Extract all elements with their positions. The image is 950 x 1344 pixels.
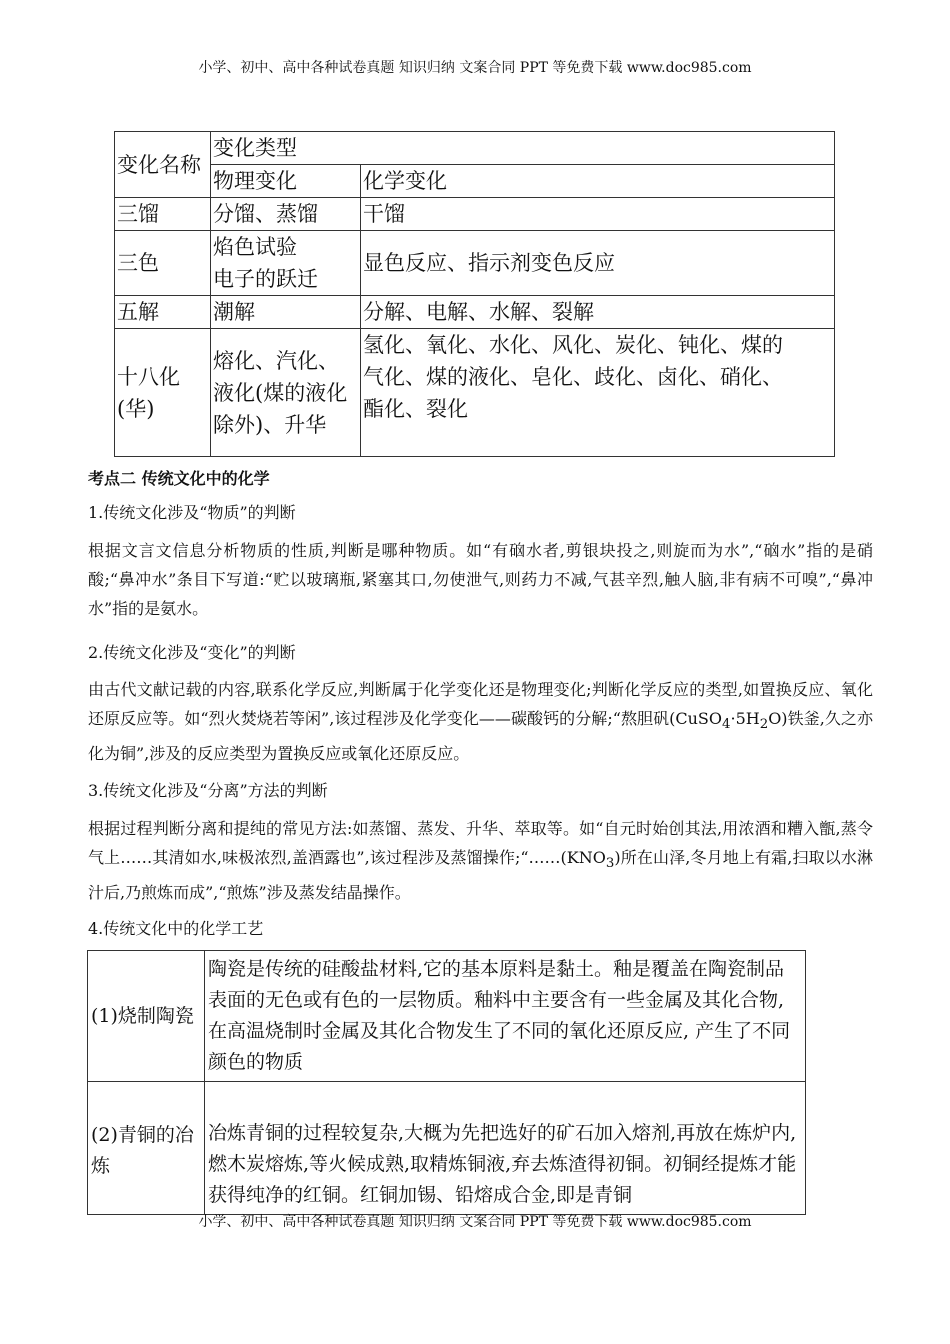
row-name: 三馏 [115, 198, 211, 231]
header-chemical: 化学变化 [361, 165, 835, 198]
row-physical [211, 329, 361, 457]
row-chemical-line: 气化、煤的液化、皂化、歧化、卤化、硝化、 [363, 365, 783, 389]
item-3-title: 3.传统文化涉及“分离”方法的判断 [88, 781, 328, 800]
subscript: 2 [759, 717, 769, 733]
subscript: 3 [605, 856, 615, 872]
item-2-body [88, 675, 873, 768]
item-1-title: 1.传统文化涉及“物质”的判断 [88, 503, 296, 522]
table-row [115, 329, 835, 457]
page-header: 小学、初中、高中各种试卷真题 知识归纳 文案合同 PPT 等免费下载 www.doc985.com [198, 60, 752, 76]
table-row [115, 296, 835, 329]
item-2-text-b: ·5H [730, 709, 760, 728]
subscript: 4 [722, 717, 731, 733]
row-name-line: (华) [117, 396, 155, 421]
row-chemical-line: 酯化、裂化 [363, 397, 468, 421]
row-physical-line: 熔化、汽化、 [213, 348, 339, 373]
item-4-title: 4.传统文化中的化学工艺 [88, 919, 264, 938]
row-chemical: 干馏 [361, 198, 835, 231]
row-name-line: 十八化 [117, 364, 180, 389]
row-physical-line: 除外)、升华 [213, 412, 327, 437]
row-chemical-line: 氢化、氧化、水化、风化、炭化、钝化、煤的 [363, 333, 783, 357]
craft-label: (2)青铜的冶炼 [88, 1082, 205, 1215]
item-1-body: 根据文言文信息分析物质的性质,判断是哪种物质。如“有硇水者,剪银块投之,则旋而为水”,“硇水”指的是硝酸;“鼻冲水”条目下写道:“贮以玻璃瓶,紧塞其口,勿使泄气,则药力不减,气甚辛烈,触人脑,非有病不可嗅”,“鼻冲水”指的是氨水。 [88, 541, 873, 618]
section-title: 考点二 传统文化中的化学 [88, 469, 270, 488]
row-physical-line: 焰色试验 [213, 235, 297, 259]
header-change-name: 变化名称 [115, 132, 211, 198]
row-name: 三色 [115, 231, 211, 296]
table-row [88, 1082, 806, 1215]
header-change-type: 变化类型 [211, 132, 835, 165]
item-3-text-b: )所在山泽,冬月地上有霜,扫取以水淋汁后,乃煎炼而成”,“煎炼”涉及蒸发结晶操作。 [88, 848, 873, 903]
row-name [115, 329, 211, 457]
row-name: 五解 [115, 296, 211, 329]
craft-text: 冶炼青铜的过程较复杂,大概为先把选好的矿石加入熔剂,再放在炼炉内,燃木炭熔炼,等火候成熟,取精炼铜液,弃去炼渣得初铜。初铜经提炼才能获得纯净的红铜。红铜加锡、铅熔成合金,即是青铜 [205, 1082, 806, 1215]
table-row [88, 951, 806, 1082]
item-3-body [88, 814, 873, 907]
row-chemical [361, 329, 835, 457]
table-row [115, 198, 835, 231]
item-3-text-a: 根据过程判断分离和提纯的常见方法:如蒸馏、蒸发、升华、萃取等。如“自元时始创其法,用浓酒和糟入甑,蒸令气上……其清如水,味极浓烈,盖酒露也”,该过程涉及蒸馏操作;“……(KNO [88, 819, 873, 867]
table-row [115, 231, 835, 296]
row-physical: 潮解 [211, 296, 361, 329]
item-2-title: 2.传统文化涉及“变化”的判断 [88, 643, 296, 662]
page-footer: 小学、初中、高中各种试卷真题 知识归纳 文案合同 PPT 等免费下载 www.doc985.com [198, 1214, 752, 1230]
header-physical: 物理变化 [211, 165, 361, 198]
crafts-table [87, 950, 806, 1215]
row-physical-line: 电子的跃迁 [213, 267, 318, 291]
craft-text: 陶瓷是传统的硅酸盐材料,它的基本原料是黏土。釉是覆盖在陶瓷制品表面的无色或有色的一层物质。釉料中主要含有一些金属及其化合物,在高温烧制时金属及其化合物发生了不同的氧化还原反应, 产生了不同颜色的物质 [205, 951, 806, 1082]
row-physical-line: 液化(煤的液化 [213, 380, 348, 405]
item-2-text-a: 由古代文献记载的内容,联系化学反应,判断属于化学变化还是物理变化;判断化学反应的类型,如置换反应、氧化还原反应等。如“烈火焚烧若等闲”,该过程涉及化学变化——碳酸钙的分解;“熬胆矾(CuSO [88, 680, 873, 728]
row-physical: 分馏、蒸馏 [211, 198, 361, 231]
row-chemical: 显色反应、指示剂变色反应 [361, 231, 835, 296]
row-chemical: 分解、电解、水解、裂解 [361, 296, 835, 329]
row-physical [211, 231, 361, 296]
change-types-table [114, 131, 835, 457]
item-2-text-c: O)铁釜,久之亦化为铜”,涉及的反应类型为置换反应或氧化还原反应。 [88, 709, 873, 764]
craft-label: (1)烧制陶瓷 [88, 951, 205, 1082]
